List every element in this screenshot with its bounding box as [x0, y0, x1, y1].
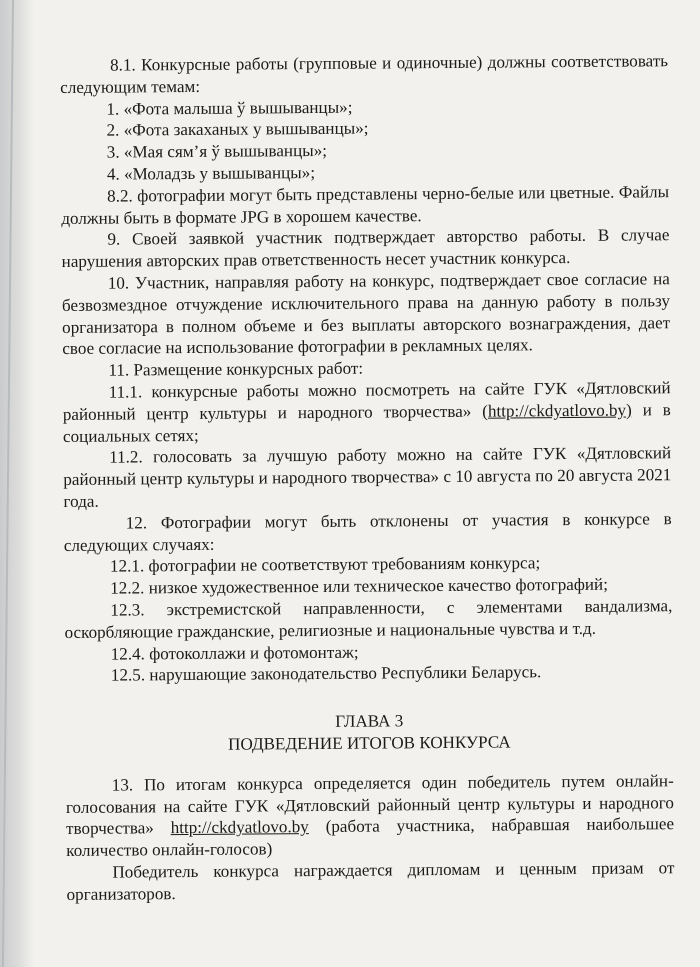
paragraph-8-2: 8.2. фотографии могут быть представлены черно-белые или цветные. Файлы должны быть в формате JPG в хорошем качестве.	[61, 182, 670, 228]
paragraph-13-text: 13. По итогам конкурса определяется один победитель путем онлайн-голосования на сайте ГУК «Дятловский районный центр культуры и народного творчества»	[65, 770, 674, 839]
theme-item: 2. «Фота закаханых у вышыванцы»;	[106, 118, 369, 141]
site-link[interactable]: (http://ckdyatlovo.by)	[482, 400, 632, 421]
paragraph-11-1	[63, 377, 671, 447]
paragraph-12: 12. Фотографии могут быть отклонены от участия в конкурсе в следующих случаях:	[63, 508, 672, 555]
chapter-number: ГЛАВА 3	[335, 711, 404, 731]
paragraph-13-tail: (работа участника, набравшая наибольшее количество онлайн-голосов)	[66, 814, 675, 861]
paragraph-13	[66, 770, 675, 862]
theme-item: 4. «Моладзь у вышыванцы»;	[106, 162, 316, 184]
paragraph-8-1: 8.1. Конкурсные работы (групповые и одиночные) должны соответствовать следующим темам:	[60, 51, 669, 97]
document-page	[60, 50, 675, 905]
paragraph-12-5: 12.5. нарушающие законодательство Республики Беларусь.	[110, 662, 542, 685]
paragraph-11-1-text: 11.1. конкурсные работы можно посмотреть на сайте ГУК «Дятловский районный центр культуры и народного творчества»	[62, 378, 671, 424]
paragraph-10: 10. Участник, направляя работу на конкурс, подтверждает свое согласие на безвозмездное отчуждение исключительного права на данную работу в пользу организатора в полном объеме и без выплаты авторского вознаграждения, дает свое согласие на использование фотографии в рекламных целях.	[61, 269, 671, 359]
paragraph-12-1: 12.1. фотографии не соответствуют требованиям конкурса;	[109, 553, 541, 576]
paragraph-11-1-tail: и в социальных сетях;	[62, 399, 671, 446]
site-link[interactable]: http://ckdyatlovo.by	[170, 817, 309, 838]
paragraph-winner: Победитель конкурса награждается дипломам и ценным призам от организаторов.	[66, 858, 675, 904]
paragraph-11-2: 11.2. голосовать за лучшую работу можно на сайте ГУК «Дятловский районный центр культуры и народного творчества» с 10 августа по 20 августа 2021 года.	[63, 443, 672, 511]
theme-item: 3. «Мая сям’я ў вышыванцы»;	[106, 141, 328, 162]
paragraph-11: 11. Размещение конкурсных работ:	[108, 358, 364, 380]
paragraph-9: 9. Своей заявкой участник подтверждает авторство работы. В случае нарушения авторских прав ответственность несет участник конкурса.	[61, 225, 670, 272]
chapter-title: ПОДВЕДЕНИЕ ИТОГОВ КОНКУРСА	[227, 732, 511, 754]
paragraph-12-3: 12.3. экстремистской направленности, с элементами вандализма, оскорбляющие гражданские, религиозные и национальные чувства и т.д.	[64, 596, 673, 642]
paragraph-12-4: 12.4. фотоколлажи и фотомонтаж;	[110, 642, 359, 664]
paragraph-12-2: 12.2. низкое художественное или техническое качество фотографий;	[110, 574, 608, 598]
theme-item: 1. «Фота малыша ў вышыванцы»;	[106, 97, 353, 119]
